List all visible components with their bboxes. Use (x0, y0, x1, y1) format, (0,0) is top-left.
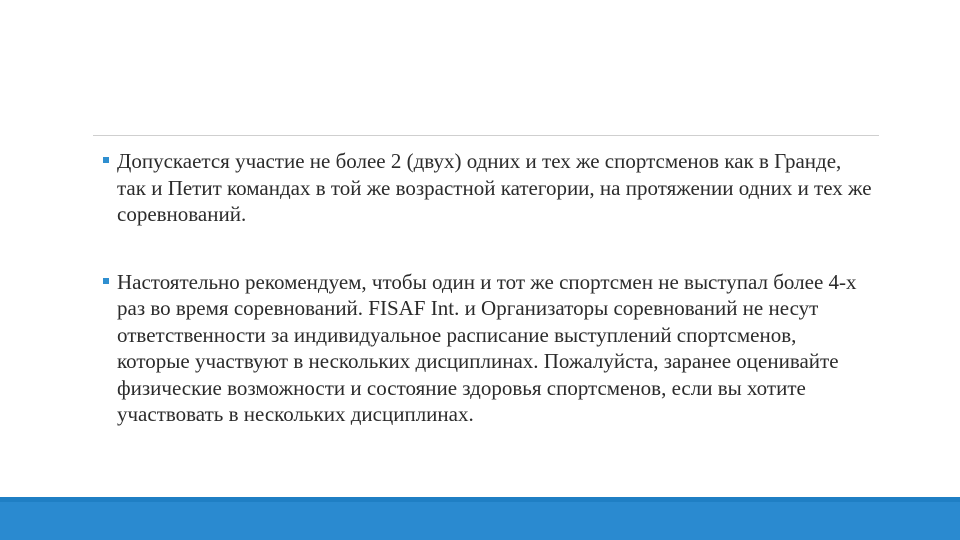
footer-accent-bar-edge (0, 497, 960, 502)
bullet-text-2: Настоятельно рекомендуем, чтобы один и тот же спортсмен не выступал более 4-х раз во время соревнований. FISAF Int. и Организаторы соревнований не несут ответственности за индивидуальное расписание выступлений спортсменов, которые участвуют в нескольких дисциплинах. Пожалуйста, заранее оценивайте физические возможности и состояние здоровья спортсменов, если вы хотите участвовать в нескольких дисциплинах. (117, 269, 857, 426)
footer-accent-bar (0, 497, 960, 540)
slide-body (103, 148, 873, 428)
square-bullet-icon (103, 278, 109, 284)
bullet-item-2 (103, 269, 873, 428)
square-bullet-icon (103, 157, 109, 163)
bullet-text-1: Допускается участие не более 2 (двух) одних и тех же спортсменов как в Гранде, так и Петит командах в той же возрастной категории, на протяжении одних и тех же соревнований. (117, 149, 872, 226)
title-divider (93, 135, 879, 136)
bullet-item-1 (103, 148, 873, 228)
